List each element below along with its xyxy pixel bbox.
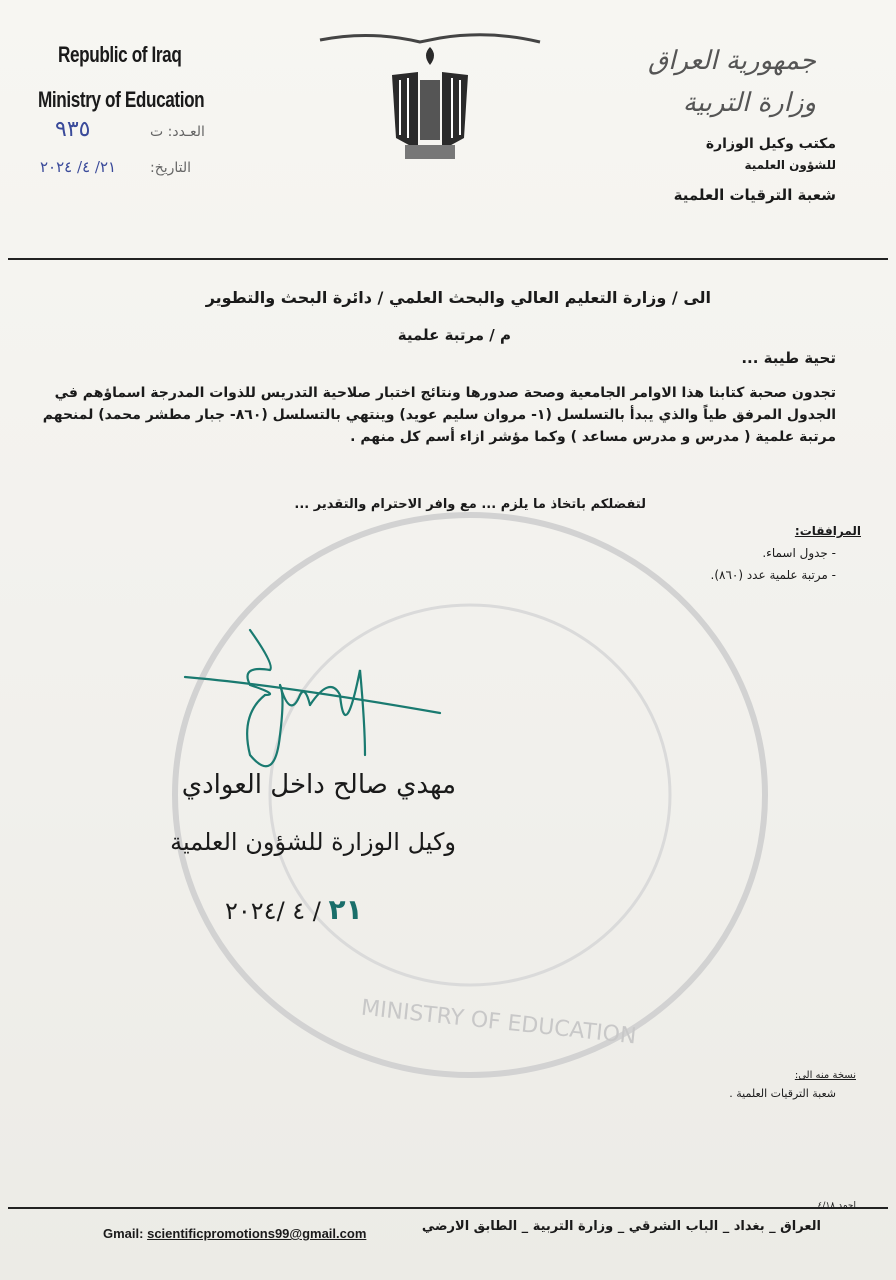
ministry-name-en: Ministry of Education xyxy=(38,87,205,112)
country-name-ar: جمهورية العراق xyxy=(648,46,816,76)
copy-to-item: شعبة الترقيات العلمية . xyxy=(729,1087,836,1100)
signatory-title: وكيل الوزارة للشؤون العلمية xyxy=(170,828,456,856)
body-paragraph: تجدون صحبة كتابنا هذا الاوامر الجامعية وصحة صدورها ونتائج اختبار صلاحية التدريس للذوات المدرجة اسماؤهم في الجدول المرفق طياً والذي يبدأ بالتسلسل (١- مروان سليم عويد) وينتهي بالتسلسل (٨٦٠- جبار مطشر محمد) لمنحهم مرتبة علمية ( مدرس و مدرس مساعد ) وكما مؤشر ازاء أسم كل منهم . xyxy=(42,385,836,445)
signatory-name: مهدي صالح داخل العوادي xyxy=(181,770,456,800)
footer-divider xyxy=(8,1207,888,1209)
subject-line: م / مرتبة علمية xyxy=(397,326,511,344)
recipient-line: الى / وزارة التعليم العالي والبحث العلمي / دائرة البحث والتطوير xyxy=(205,288,711,307)
number-value: ٩٣٥ xyxy=(55,117,91,142)
signature-date xyxy=(225,893,363,926)
iraq-emblem-icon xyxy=(300,20,560,170)
signature-date-day: ٢١ xyxy=(328,893,363,926)
copy-to-title: نسخة منه الى: xyxy=(794,1070,856,1081)
attachment-item: - مرتبة علمية عدد (٨٦٠). xyxy=(711,568,837,582)
attachment-item: - جدول اسماء. xyxy=(711,546,837,560)
date-label: التاريخ: xyxy=(150,160,192,176)
gmail-address-link[interactable]: scientificpromotions99@gmail.com xyxy=(147,1226,367,1241)
date-value: ٢١/ ٤/ ٢٠٢٤ xyxy=(40,158,117,176)
footer-reference: احمد ٤/١٨ xyxy=(817,1201,856,1211)
office-name-ar: مكتب وكيل الوزارة xyxy=(705,136,836,152)
ministry-name-ar: وزارة التربية xyxy=(682,88,816,118)
svg-text:MINISTRY OF EDUCATION: MINISTRY OF EDUCATION xyxy=(359,995,638,1050)
header-divider xyxy=(8,258,888,260)
signature-date-rest: / ٤ /٢٠٢٤ xyxy=(225,897,321,925)
number-label: العـدد: ت xyxy=(150,124,205,140)
footer-address: العراق _ بغداد _ الباب الشرقي _ وزارة التربية _ الطابق الارضي xyxy=(421,1219,821,1234)
handwritten-signature xyxy=(180,625,460,775)
office-sub-ar: للشؤون العلمية xyxy=(744,158,836,172)
attachments-list xyxy=(711,546,837,590)
gmail-label: Gmail: xyxy=(103,1226,144,1241)
attachments-title: المرافقات: xyxy=(794,524,861,538)
division-name-ar: شعبة الترقيات العلمية xyxy=(673,186,836,204)
country-name-en: Republic of Iraq xyxy=(58,42,182,67)
footer-gmail xyxy=(103,1226,366,1241)
greeting: تحية طيبة ... xyxy=(741,349,836,367)
closing-line: لتفضلكم باتخاذ ما يلزم ... مع وافر الاحترام والتقدير ... xyxy=(294,497,646,512)
